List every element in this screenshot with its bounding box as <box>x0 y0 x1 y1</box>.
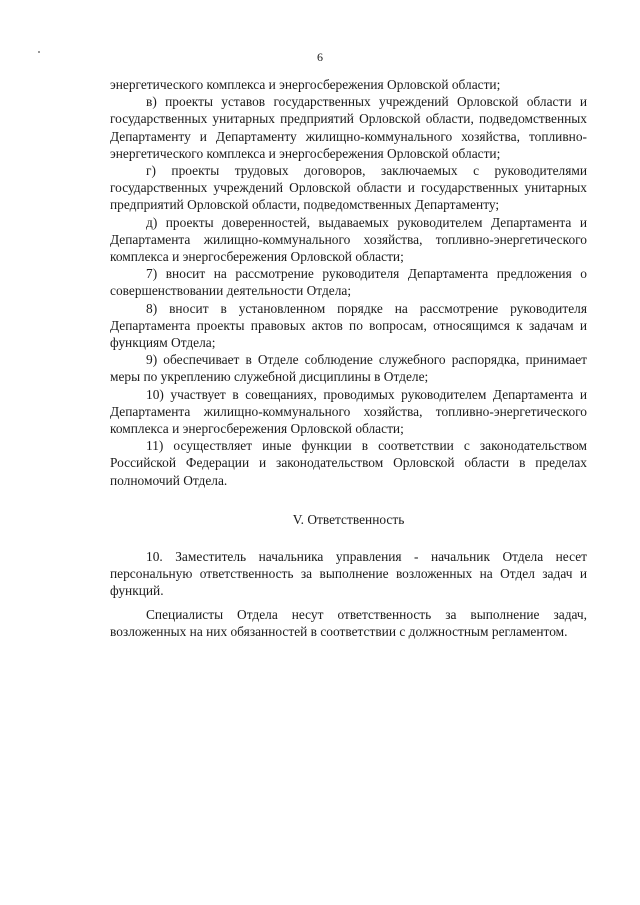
paragraph-item-8: 8) вносит в установленном порядке на рассмотрение руководителя Департамента проекты правовых актов по вопросам, относящимся к задачам и функциям Отдела; <box>110 300 587 351</box>
paragraph-continuation: энергетического комплекса и энергосбережения Орловской области; <box>110 77 501 92</box>
document-body <box>110 76 587 640</box>
section-title: V. Ответственность <box>292 511 405 527</box>
section-paragraph-responsibility-head: 10. Заместитель начальника управления - начальник Отдела несет персональную ответственность за выполнение возложенных на Отдел задач и функций. <box>110 549 587 599</box>
paragraph-item-g: г) проекты трудовых договоров, заключаемых с руководителями государственных учреждений Орловской области и государственных унитарных предприятий Орловской области, подведомственных Департаменту; <box>110 163 587 213</box>
paragraph-item-9: 9) обеспечивает в Отделе соблюдение служебного распорядка, принимает меры по укреплению служебной дисциплины в Отделе; <box>110 352 587 385</box>
paragraph-item-10: 10) участвует в совещаниях, проводимых руководителем Департамента и Департамента жилищно-коммунального хозяйства, топливно-энергетического комплекса и энергосбережения Орловской области; <box>110 386 587 437</box>
paragraph-item-v: в) проекты уставов государственных учреждений Орловской области и государственных унитарных предприятий Орловской области, подведомственных Департаменту и Департаменту жилищно-коммунального хозяйства, топливно-энергетического комплекса и энергосбережения Орловской области; <box>110 94 587 161</box>
paragraph-item-d: д) проекты доверенностей, выдаваемых руководителем Департамента и Департамента жилищно-коммунального хозяйства, топливно-энергетического комплекса и энергосбережения Орловской области; <box>110 214 587 265</box>
paragraph-item-7: 7) вносит на рассмотрение руководителя Департамента предложения о совершенствовании деятельности Отдела; <box>110 266 587 299</box>
page-number: 6 <box>317 50 323 64</box>
section-paragraph-responsibility-staff: Специалисты Отдела несут ответственность за выполнение задач, возложенных на них обязанностей в соответствии с должностным регламентом. <box>110 606 587 639</box>
paragraph-item-11: 11) осуществляет иные функции в соответствии с законодательством Российской Федерации и законодательством Орловской области в пределах полномочий Отдела. <box>110 438 587 488</box>
